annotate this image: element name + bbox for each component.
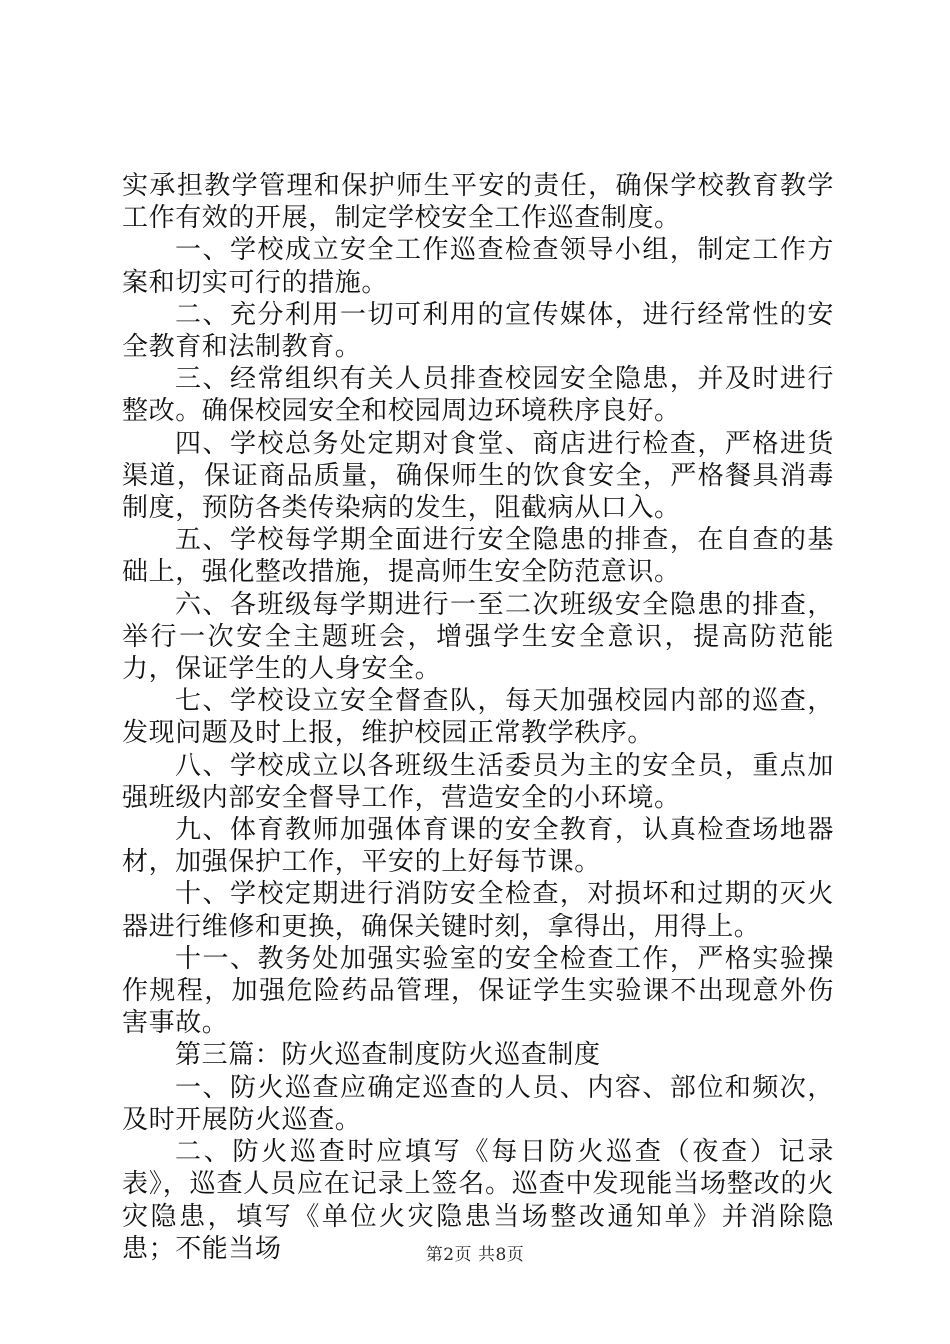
paragraph-fire-item-1: 一、防火巡查应确定巡查的人员、内容、部位和频次，及时开展防火巡查。 <box>122 1072 834 1135</box>
paragraph-item-10: 十、学校定期进行消防安全检查，对损坏和过期的灭火器进行维修和更换，确保关键时刻，拿得出，用得上。 <box>122 879 834 942</box>
paragraph-item-3: 三、经常组织有关人员排查校园安全隐患，并及时进行整改。确保校园安全和校园周边环境秩序良好。 <box>122 364 834 427</box>
paragraph-item-7: 七、学校设立安全督查队，每天加强校园内部的巡查，发现问题及时上报，维护校园正常教学秩序。 <box>122 686 834 749</box>
paragraph-item-4: 四、学校总务处定期对食堂、商店进行检查，严格进货渠道，保证商品质量，确保师生的饮食安全，严格餐具消毒制度，预防各类传染病的发生，阻截病从口入。 <box>122 428 834 524</box>
paragraph-item-2: 二、充分利用一切可利用的宣传媒体，进行经常性的安全教育和法制教育。 <box>122 299 834 363</box>
paragraph-item-9: 九、体育教师加强体育课的安全教育，认真检查场地器材，加强保护工作，平安的上好每节课。 <box>122 815 834 878</box>
paragraph-intro: 实承担教学管理和保护师生平安的责任，确保学校教育教学工作有效的开展，制定学校安全工作巡查制度。 <box>122 171 834 234</box>
paragraph-item-8: 八、学校成立以各班级生活委员为主的安全员，重点加强班级内部安全督导工作，营造安全的小环境。 <box>122 750 834 813</box>
paragraph-item-11: 十一、教务处加强实验室的安全检查工作，严格实验操作规程，加强危险药品管理，保证学生实验课不出现意外伤害事故。 <box>122 943 834 1039</box>
document-body <box>122 170 834 1265</box>
page-number-footer: 第2页 共8页 <box>425 1245 525 1265</box>
paragraph-fire-item-2: 二、防火巡查时应填写《每日防火巡查（夜查）记录表》，巡查人员应在记录上签名。巡查中发现能当场整改的火灾隐患，填写《单位火灾隐患当场整改通知单》并消除隐患；不能当场 <box>122 1137 834 1264</box>
paragraph-item-6: 六、各班级每学期进行一至二次班级安全隐患的排查，举行一次安全主题班会，增强学生安全意识，提高防范能力，保证学生的人身安全。 <box>122 589 834 685</box>
section-heading: 第三篇：防火巡查制度防火巡查制度 <box>175 1040 601 1071</box>
paragraph-item-5: 五、学校每学期全面进行安全隐患的排查，在自查的基础上，强化整改措施，提高师生安全防范意识。 <box>122 525 834 588</box>
paragraph-item-1: 一、学校成立安全工作巡查检查领导小组，制定工作方案和切实可行的措施。 <box>122 235 834 298</box>
